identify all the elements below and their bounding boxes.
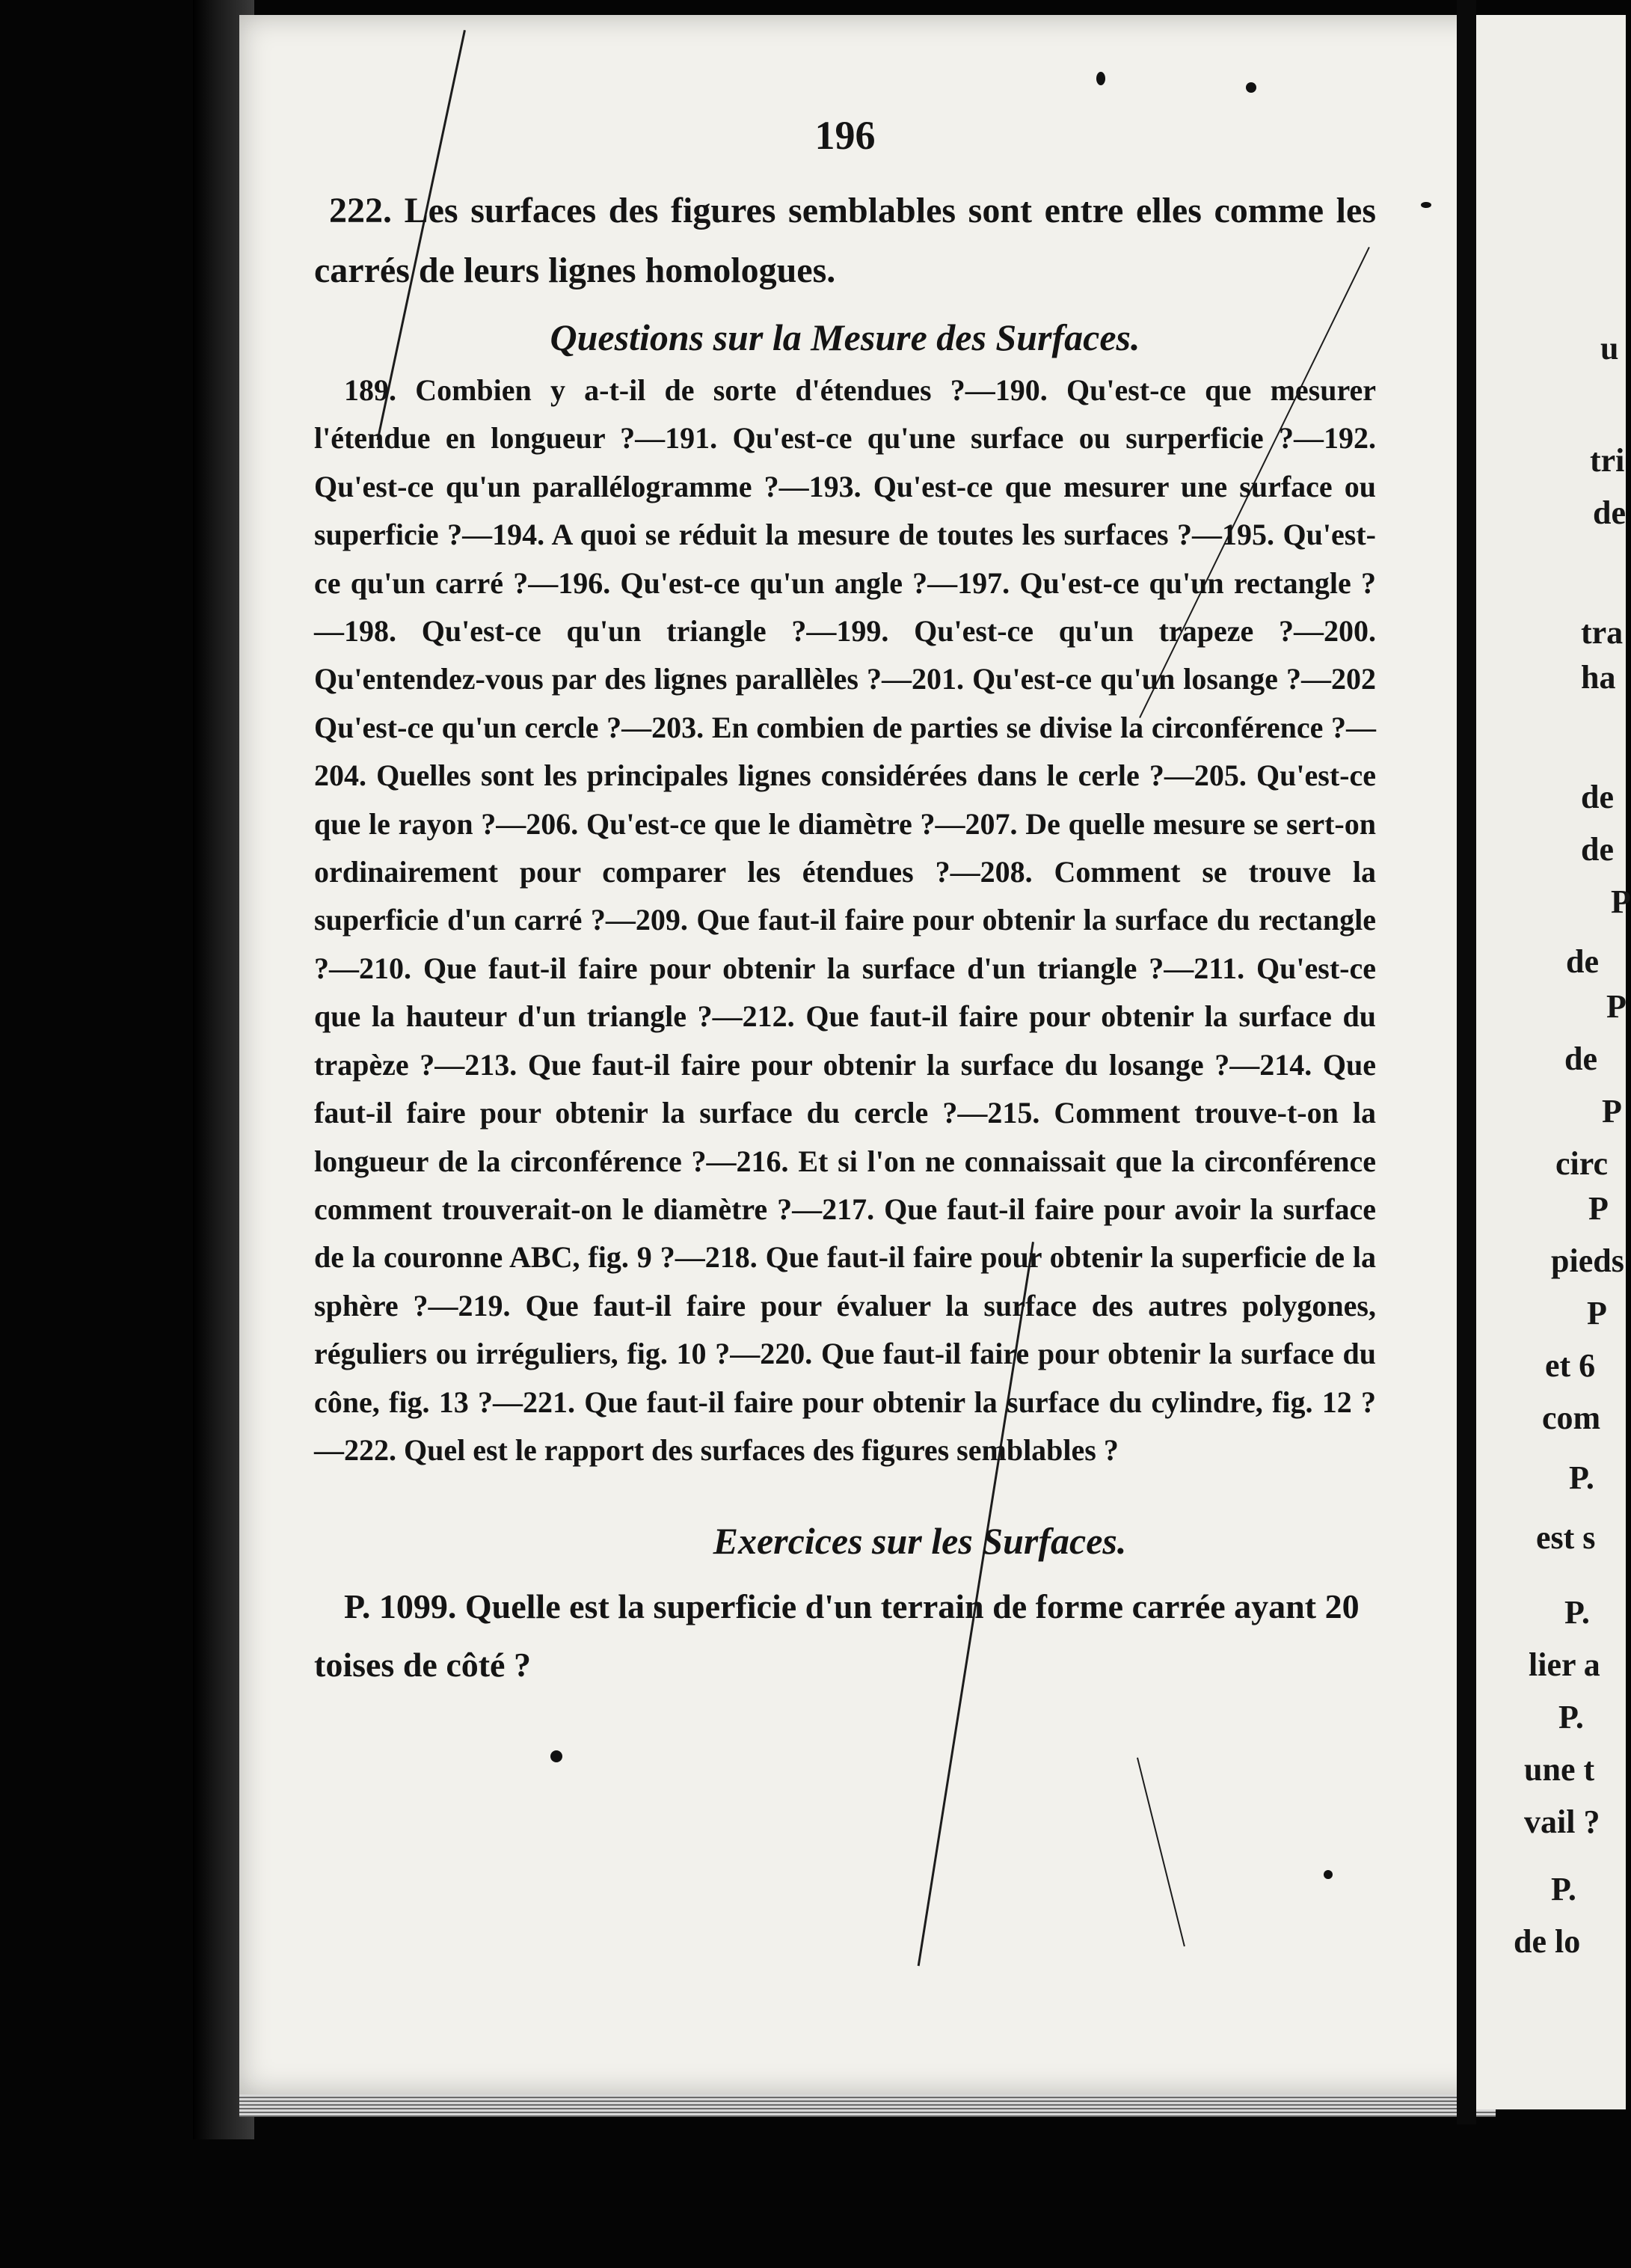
adjacent-fragment: P [1606,988,1627,1025]
page-content [314,112,1376,1694]
adjacent-page [1476,15,1631,2109]
theorem-222: 222. Les surfaces des figures semblables sont entre elles comme les carrés de leurs lignes homologues. [314,191,1376,290]
scan-speck [1096,72,1105,85]
questions-paragraph: 189. Combien y a-t-il de sorte d'étendues ?—190. Qu'est-ce que mesurer l'étendue en longueur ?—191. Qu'est-ce qu'une surface ou surperficie ?—192. Qu'est-ce qu'un parallélogramme ?—193. Qu'est-ce que mesurer une surface ou superficie ?—194. A quoi se réduit la mesure de toutes les surfaces ?—195. Qu'est-ce qu'un carré ?—196. Qu'est-ce qu'un angle ?—197. Qu'est-ce qu'un rectangle ?—198. Qu'est-ce qu'un triangle ?—199. Qu'est-ce qu'un trapeze ?—200. Qu'entendez-vous par des lignes parallèles ?—201. Qu'est-ce qu'un losange ?—202 Qu'est-ce qu'un cercle ?—203. En combien de parties se divise la circonférence ?—204. Quelles sont les principales lignes considérées dans le cerle ?—205. Qu'est-ce que le rayon ?—206. Qu'est-ce que le diamètre ?—207. De quelle mesure se sert-on ordinairement pour comparer les étendues ?—208. Comment se trouve la superficie d'un carré ?—209. Que faut-il faire pour obtenir la surface du rectangle ?—210. Que faut-il faire pour obtenir la surface d'un triangle ?—211. Qu'est-ce que la hauteur d'un triangle ?—212. Que faut-il faire pour obtenir la surface du trapèze ?—213. Que faut-il faire pour obtenir la surface du losange ?—214. Que faut-il faire pour obtenir la surface du cercle ?—215. Comment trouve-t-on la longueur de la circonférence ?—216. Et si l'on ne connaissait que la circonférence comment trouverait-on le diamètre ?—217. Que faut-il faire pour avoir la surface de la couronne ABC, fig. 9 ?—218. Que faut-il faire pour obtenir la superficie de la sphère ?—219. Que faut-il faire pour évaluer la surface des autres polygones, réguliers ou irréguliers, fig. 10 ?—220. Que faut-il faire pour obtenir la surface du cône, fig. 13 ?—221. Que faut-il faire pour obtenir la surface du cylindre, fig. 12 ?—222. Quel est le rapport des surfaces des figures semblables ? [314,373,1376,1467]
adjacent-fragment: P [1587,1295,1607,1331]
adjacent-fragment: pieds [1551,1242,1624,1279]
adjacent-fragment: de [1581,831,1614,868]
adjacent-fragment: tri [1590,442,1625,479]
adjacent-fragment: de lo [1514,1923,1581,1960]
adjacent-fragment: est s [1536,1519,1596,1556]
page-stack-edge [239,2094,1496,2117]
adjacent-fragment: et 6 [1545,1347,1596,1384]
adjacent-fragment: P. [1569,1459,1594,1496]
adjacent-fragment: une t [1524,1751,1595,1788]
adjacent-fragment: P [1588,1190,1609,1227]
adjacent-fragment: u [1600,330,1619,367]
adjacent-fragment: de [1564,1040,1597,1077]
questions-heading: Questions sur la Mesure des Surfaces. [550,316,1140,358]
exercises-heading: Exercices sur les Surfaces. [713,1520,1127,1563]
scan-speck [1324,1870,1333,1879]
book-gutter [1457,0,1476,2124]
scan-speck [1421,202,1431,208]
page-number: 196 [814,113,876,158]
scan-speck [550,1750,562,1762]
adjacent-fragment: P. [1558,1699,1584,1735]
adjacent-fragment: P [1602,1093,1622,1130]
adjacent-fragment: de [1581,779,1614,815]
adjacent-fragment: P [1611,883,1631,920]
adjacent-fragment: ha [1581,659,1616,696]
scan-speck [1246,82,1256,93]
adjacent-fragment: tra [1581,614,1624,651]
adjacent-fragment: com [1542,1400,1601,1436]
adjacent-fragment: P. [1551,1871,1576,1907]
adjacent-fragment: circ [1555,1145,1609,1182]
adjacent-fragment: de [1593,494,1626,531]
adjacent-fragment: vail ? [1524,1803,1600,1840]
adjacent-fragment: P. [1564,1594,1590,1631]
adjacent-fragment: de [1566,943,1599,980]
adjacent-fragment: lier a [1529,1646,1600,1683]
problem-1099: P. 1099. Quelle est la superficie d'un terrain de forme carrée ayant 20 toises de côté ? [314,1587,1360,1685]
